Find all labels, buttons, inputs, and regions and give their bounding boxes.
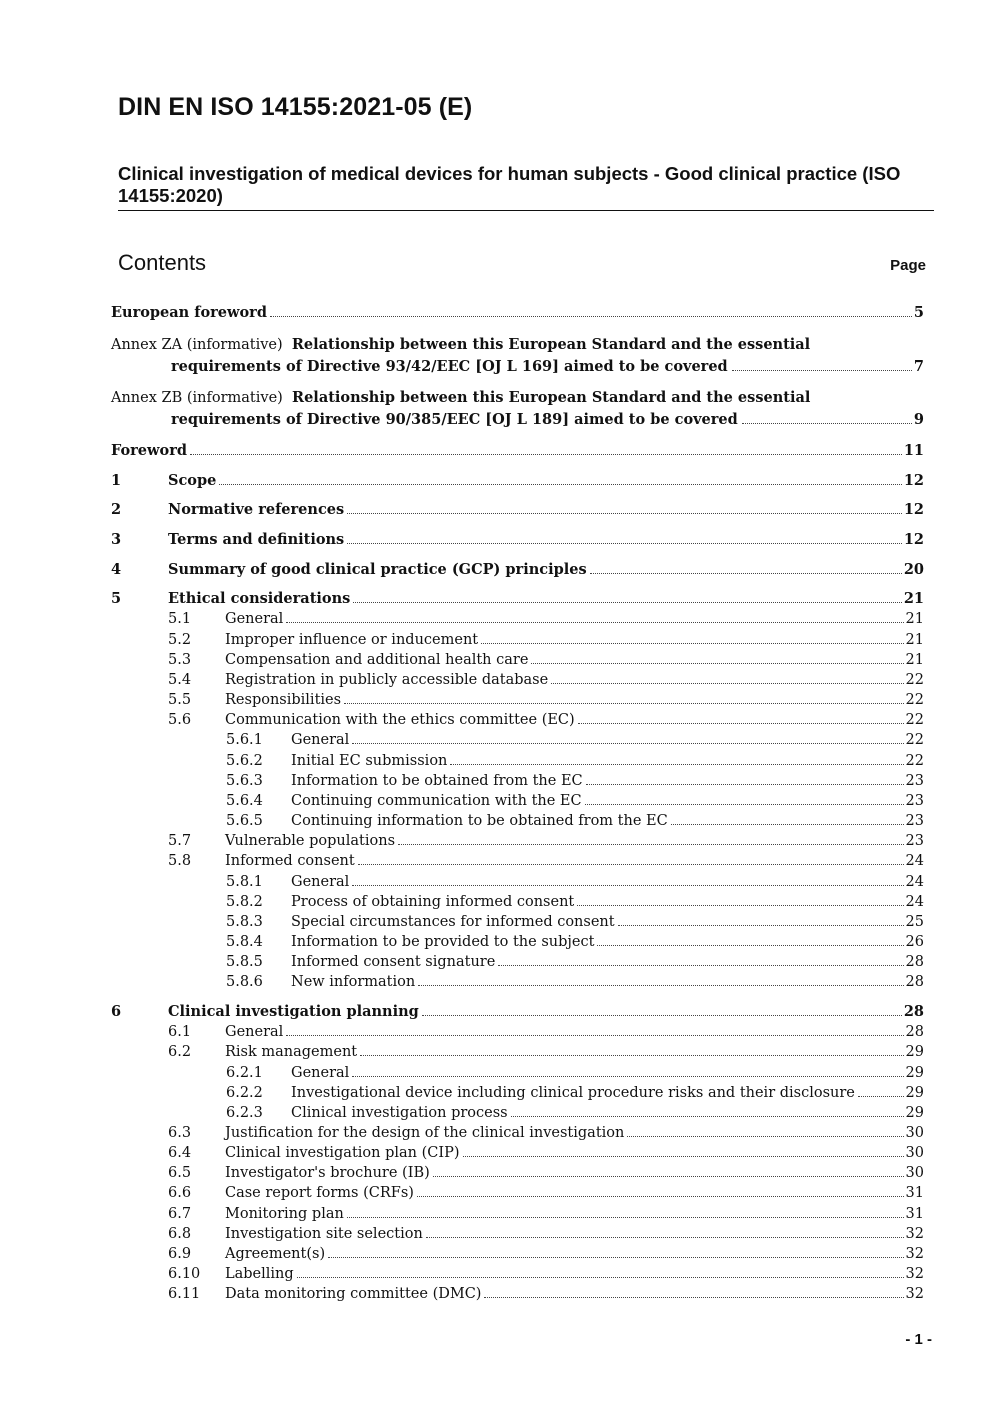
- toc-entry[interactable]: [111, 932, 924, 952]
- toc-entry[interactable]: [111, 589, 924, 609]
- leader-dots: [352, 1075, 903, 1077]
- leader-dots: [352, 742, 903, 744]
- toc-entry-title: Investigator's brochure (IB): [225, 1165, 430, 1181]
- toc-entry-title: Normative references: [168, 501, 345, 518]
- toc-entry-title: General: [291, 874, 350, 890]
- toc-entry-page: 30: [905, 1165, 924, 1181]
- toc-entry-number: 5.3: [168, 652, 192, 668]
- toc-entry-title: Information to be obtained from the EC: [291, 773, 583, 789]
- toc-entry-page: 21: [903, 590, 924, 607]
- leader-dots: [286, 1034, 903, 1036]
- leader-dots: [585, 803, 904, 805]
- toc-entry-title: Informed consent signature: [291, 954, 496, 970]
- toc-entry-number: 5.8.1: [226, 874, 263, 890]
- toc-entry-number: 6.7: [168, 1206, 192, 1222]
- toc-entry-title: Case report forms (CRFs): [225, 1185, 414, 1201]
- toc-entry[interactable]: [111, 630, 924, 650]
- leader-dots: [463, 1155, 904, 1157]
- toc-entry-title: European foreword: [111, 304, 267, 321]
- toc-entry[interactable]: [111, 912, 924, 932]
- annex-title-line2: requirements of Directive 93/42/EEC [OJ L 169] aimed to be covered: [171, 358, 728, 375]
- toc-entry-page: 24: [905, 853, 924, 869]
- leader-dots: [417, 1195, 904, 1197]
- toc-entry-page: 22: [905, 672, 924, 688]
- toc-entry-page: 32: [905, 1286, 924, 1302]
- leader-dots: [742, 422, 912, 424]
- toc-entry-number: 6.11: [168, 1286, 201, 1302]
- toc-entry-number: 5.8.3: [226, 914, 263, 930]
- toc-entry-page: 29: [905, 1105, 924, 1121]
- toc-entry-page: 32: [905, 1246, 924, 1262]
- toc-entry[interactable]: [111, 609, 924, 629]
- toc-entry-number: 5.8.6: [226, 974, 263, 990]
- leader-dots: [433, 1175, 904, 1177]
- toc-entry-page: 28: [903, 1003, 924, 1020]
- toc-entry-title: Continuing information to be obtained from the EC: [291, 813, 668, 829]
- toc-entry-number: 6.6: [168, 1185, 192, 1201]
- leader-dots: [347, 512, 902, 514]
- toc-entry-page: 22: [905, 753, 924, 769]
- document-subtitle: Clinical investigation of medical devices for human subjects - Good clinical practice (ISO 14155:2020): [118, 163, 901, 206]
- title-rule: [118, 210, 934, 211]
- toc-entry-page: 25: [905, 914, 924, 930]
- toc-entry[interactable]: [111, 1123, 924, 1143]
- toc-entry-title: Process of obtaining informed consent: [291, 894, 575, 910]
- toc-entry-number: 6.8: [168, 1226, 192, 1242]
- toc-entry-number: 5.8.5: [226, 954, 263, 970]
- annex-kind: (informative): [186, 390, 283, 406]
- document-title: DIN EN ISO 14155:2021-05 (E): [118, 93, 473, 121]
- toc-entry-title: Improper influence or inducement: [225, 632, 479, 648]
- toc-entry-number: 6: [111, 1003, 122, 1020]
- toc-entry-page: 32: [905, 1266, 924, 1282]
- toc-entry-title: Data monitoring committee (DMC): [225, 1286, 482, 1302]
- leader-dots: [578, 722, 904, 724]
- toc-entry-number: 5.8.2: [226, 894, 263, 910]
- toc-entry-page: 22: [905, 692, 924, 708]
- toc-entry-page: 30: [905, 1125, 924, 1141]
- toc-entry-number: 5.6: [168, 712, 192, 728]
- toc-entry-title: General: [291, 732, 350, 748]
- leader-dots: [422, 1014, 902, 1016]
- leader-dots: [347, 1216, 904, 1218]
- toc-entry[interactable]: [111, 710, 924, 730]
- toc-entry-page: 22: [905, 712, 924, 728]
- toc-entry-title: Risk management: [225, 1044, 358, 1060]
- toc-entry-page: 5: [913, 304, 924, 321]
- toc-entry-number: 6.1: [168, 1024, 192, 1040]
- leader-dots: [590, 572, 902, 574]
- toc-entry[interactable]: [111, 441, 924, 461]
- leader-dots: [426, 1236, 904, 1238]
- toc-entry[interactable]: [111, 791, 924, 811]
- toc-entry-number: 5.6.1: [226, 732, 263, 748]
- annex-title-line1: Relationship between this European Standard and the essential: [291, 336, 811, 353]
- leader-dots: [597, 944, 903, 946]
- toc-entry-title: New information: [291, 974, 416, 990]
- leader-dots: [286, 621, 903, 623]
- leader-dots: [270, 315, 912, 317]
- toc-entry-number: 5.6.5: [226, 813, 263, 829]
- leader-dots: [347, 542, 902, 544]
- toc-entry[interactable]: [111, 1183, 924, 1203]
- toc-entry-page: 31: [905, 1185, 924, 1201]
- toc-entry-title: Scope: [168, 472, 217, 489]
- leader-dots: [586, 783, 904, 785]
- annex-kind: (informative): [186, 337, 283, 353]
- toc-entry[interactable]: [111, 751, 924, 771]
- toc-entry-title: Clinical investigation plan (CIP): [225, 1145, 460, 1161]
- toc-entry-page: 12: [903, 501, 924, 518]
- toc-entry[interactable]: [111, 1224, 924, 1244]
- leader-dots: [511, 1115, 904, 1117]
- toc-entry-page: 30: [905, 1145, 924, 1161]
- leader-dots: [481, 642, 903, 644]
- leader-dots: [551, 682, 903, 684]
- toc-entry[interactable]: [111, 831, 924, 851]
- leader-dots: [297, 1276, 904, 1278]
- toc-entry-number: 5.5: [168, 692, 192, 708]
- annex-page: 9: [913, 411, 924, 428]
- toc-entry-number: 6.9: [168, 1246, 192, 1262]
- leader-dots: [190, 453, 902, 455]
- toc-entry-number: 5.6.3: [226, 773, 263, 789]
- toc-entry-page: 20: [903, 561, 924, 578]
- leader-dots: [353, 601, 902, 603]
- toc-entry-title: Compensation and additional health care: [225, 652, 529, 668]
- toc-entry-page: 24: [905, 874, 924, 890]
- toc-entry-page: 28: [905, 1024, 924, 1040]
- toc-entry[interactable]: [111, 952, 924, 972]
- toc-entry[interactable]: [111, 1244, 924, 1264]
- toc-entry-page: 22: [905, 732, 924, 748]
- toc-entry-page: 23: [905, 773, 924, 789]
- toc-entry-title: Agreement(s): [225, 1246, 326, 1262]
- toc-entry-number: 5.8: [168, 853, 192, 869]
- toc-entry-title: Clinical investigation process: [291, 1105, 508, 1121]
- toc-entry-title: Registration in publicly accessible database: [225, 672, 549, 688]
- toc-entry-page: 21: [905, 652, 924, 668]
- leader-dots: [398, 843, 904, 845]
- toc-entry-page: 21: [905, 632, 924, 648]
- toc-entry[interactable]: [111, 1083, 924, 1103]
- toc-entry[interactable]: [111, 1022, 924, 1042]
- annex-label: Annex ZB: [111, 390, 183, 406]
- leader-dots: [358, 863, 904, 865]
- toc-entry[interactable]: [111, 1042, 924, 1062]
- toc-entry-page: 23: [905, 793, 924, 809]
- toc-entry[interactable]: [111, 471, 924, 491]
- toc-entry-page: 23: [905, 813, 924, 829]
- leader-dots: [484, 1296, 903, 1298]
- toc-entry[interactable]: [111, 1143, 924, 1163]
- toc-entry-page: 21: [905, 611, 924, 627]
- toc-entry-number: 3: [111, 531, 122, 548]
- toc-entry-number: 2: [111, 501, 122, 518]
- toc-entry-title: Responsibilities: [225, 692, 342, 708]
- toc-entry-page: 29: [905, 1044, 924, 1060]
- page-number: - 1 -: [905, 1331, 932, 1348]
- leader-dots: [219, 483, 901, 485]
- leader-dots: [344, 702, 903, 704]
- toc-entry-page: 11: [903, 442, 924, 459]
- toc-entry-title: Investigational device including clinical procedure risks and their disclosure: [291, 1085, 855, 1101]
- toc-entry-number: 6.4: [168, 1145, 192, 1161]
- toc-entry-page: 26: [905, 934, 924, 950]
- leader-dots: [498, 964, 903, 966]
- toc-entry-number: 6.2.3: [226, 1105, 263, 1121]
- toc-entry-title: Initial EC submission: [291, 753, 448, 769]
- toc-entry[interactable]: [111, 1284, 924, 1304]
- toc-entry-title: Terms and definitions: [168, 531, 345, 548]
- toc-entry-number: 6.3: [168, 1125, 192, 1141]
- toc-entry[interactable]: [111, 1264, 924, 1284]
- toc-entry-number: 5.7: [168, 833, 192, 849]
- leader-dots: [858, 1095, 904, 1097]
- leader-dots: [627, 1135, 903, 1137]
- toc-entry-title: Summary of good clinical practice (GCP) principles: [168, 561, 587, 578]
- toc-entry[interactable]: [111, 690, 924, 710]
- toc-entry-page: 28: [905, 954, 924, 970]
- leader-dots: [450, 763, 903, 765]
- toc-entry[interactable]: [111, 1002, 924, 1022]
- toc-entry[interactable]: [111, 892, 924, 912]
- toc-entry[interactable]: [111, 771, 924, 791]
- leader-dots: [671, 823, 904, 825]
- annex-page: 7: [913, 358, 924, 375]
- toc-entry[interactable]: [111, 500, 924, 520]
- toc-entry-title: Continuing communication with the EC: [291, 793, 582, 809]
- toc-entry[interactable]: [111, 560, 924, 580]
- toc-entry-title: Monitoring plan: [225, 1206, 344, 1222]
- toc-entry-page: 23: [905, 833, 924, 849]
- annex-title-line1: Relationship between this European Standard and the essential: [292, 389, 811, 406]
- toc-entry[interactable]: [111, 872, 924, 892]
- toc-entry-title: General: [225, 1024, 284, 1040]
- leader-dots: [531, 662, 903, 664]
- toc-entry[interactable]: [111, 730, 924, 750]
- toc-entry-number: 6.2.1: [226, 1065, 263, 1081]
- toc-entry[interactable]: [111, 851, 924, 871]
- toc-entry[interactable]: [111, 650, 924, 670]
- toc-entry-number: 1: [111, 472, 122, 489]
- leader-dots: [352, 884, 903, 886]
- toc-entry-title: Clinical investigation planning: [168, 1003, 419, 1020]
- leader-dots: [577, 904, 903, 906]
- toc-entry-title: Communication with the ethics committee (EC): [225, 712, 575, 728]
- toc-entry-number: 6.10: [168, 1266, 201, 1282]
- toc-entry-number: 5.1: [168, 611, 192, 627]
- toc-entry[interactable]: [111, 530, 924, 550]
- toc-entry-number: 5.6.2: [226, 753, 263, 769]
- annex-title-line2: requirements of Directive 90/385/EEC [OJ L 189] aimed to be covered: [171, 411, 738, 428]
- toc-entry-title: Foreword: [111, 442, 187, 459]
- toc-entry-page: 12: [903, 531, 924, 548]
- toc-entry-number: 6.5: [168, 1165, 192, 1181]
- toc-annex-zb[interactable]: [111, 387, 924, 430]
- toc-entry-page: 32: [905, 1226, 924, 1242]
- toc-entry-number: 6.2: [168, 1044, 192, 1060]
- leader-dots: [618, 924, 904, 926]
- toc-entry-title: Information to be provided to the subject: [291, 934, 595, 950]
- toc-entry[interactable]: [111, 1063, 924, 1083]
- toc-entry-title: Investigation site selection: [225, 1226, 423, 1242]
- toc-entry-page: 31: [905, 1206, 924, 1222]
- toc-entry-title: Special circumstances for informed consent: [291, 914, 615, 930]
- toc-entry-page: 29: [905, 1065, 924, 1081]
- toc-entry-title: General: [291, 1065, 350, 1081]
- leader-dots: [328, 1256, 903, 1258]
- toc-entry-title: General: [225, 611, 284, 627]
- contents-heading: Contents: [118, 250, 207, 275]
- page-column-heading: Page: [890, 257, 926, 274]
- toc-entry[interactable]: [111, 303, 924, 323]
- toc-entry-number: 6.2.2: [226, 1085, 263, 1101]
- toc-entry-number: 5.8.4: [226, 934, 263, 950]
- leader-dots: [418, 984, 903, 986]
- toc-entry[interactable]: [111, 972, 924, 992]
- toc-entry-number: 4: [111, 561, 122, 578]
- toc-entry-title: Vulnerable populations: [225, 833, 396, 849]
- toc-entry-number: 5.2: [168, 632, 192, 648]
- toc-entry-number: 5: [111, 590, 122, 607]
- annex-label: Annex ZA: [111, 337, 183, 353]
- toc-entry-number: 5.6.4: [226, 793, 263, 809]
- toc-entry-title: Justification for the design of the clinical investigation: [225, 1125, 625, 1141]
- toc-entry[interactable]: [111, 1163, 924, 1183]
- leader-dots: [360, 1054, 903, 1056]
- toc-entry-title: Informed consent: [225, 853, 355, 869]
- leader-dots: [732, 369, 912, 371]
- toc-entry[interactable]: [111, 670, 924, 690]
- toc-entry-page: 12: [903, 472, 924, 489]
- toc-entry[interactable]: [111, 811, 924, 831]
- toc-entry[interactable]: [111, 1103, 924, 1123]
- toc-entry-title: Ethical considerations: [168, 590, 351, 607]
- toc-annex-za[interactable]: [111, 334, 924, 377]
- toc-entry-page: 28: [905, 974, 924, 990]
- toc-entry-page: 29: [905, 1085, 924, 1101]
- toc-entry-number: 5.4: [168, 672, 192, 688]
- toc-entry[interactable]: [111, 1204, 924, 1224]
- toc-entry-title: Labelling: [225, 1266, 294, 1282]
- toc-entry-page: 24: [905, 894, 924, 910]
